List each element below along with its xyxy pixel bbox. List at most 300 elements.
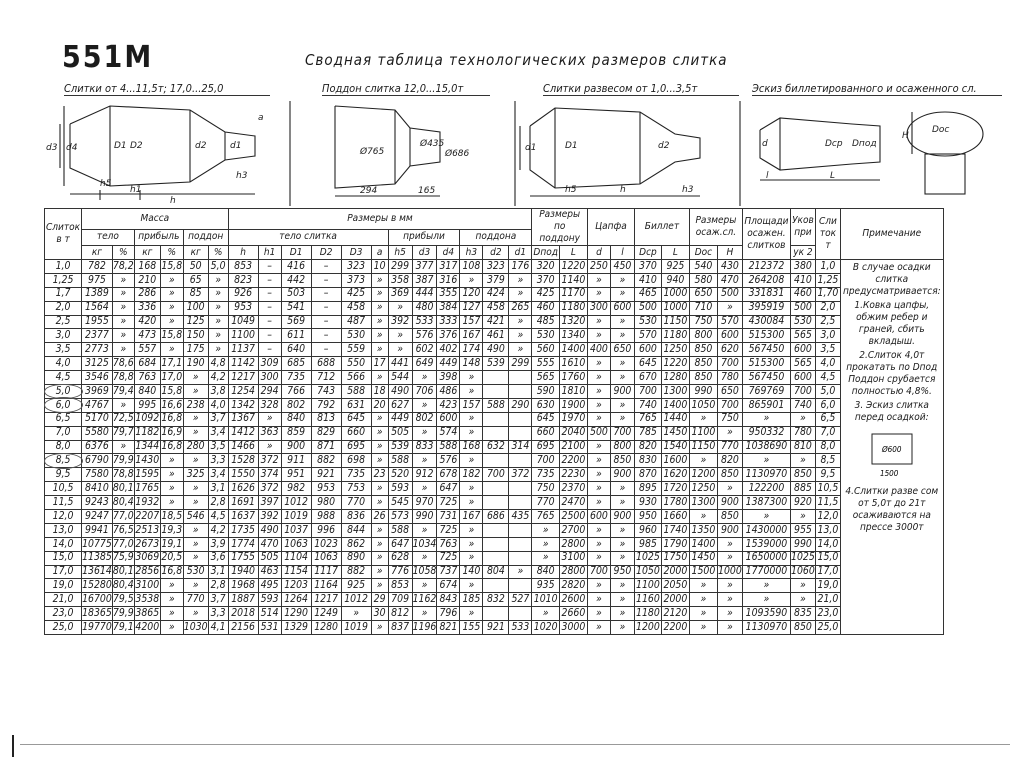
table-cell: 18 (371, 385, 388, 399)
table-cell: 647 (437, 482, 460, 496)
table-cell: » (689, 579, 717, 593)
table-row (45, 621, 944, 635)
table-cell: 1010 (533, 593, 558, 606)
table-cell: 3538 (135, 593, 160, 606)
table-cell: » (160, 343, 183, 357)
table-cell: 930 (634, 496, 661, 510)
header-slitok: Слиток в т (45, 209, 82, 260)
table-cell: 1060 (791, 565, 815, 578)
table-cell: 820 (717, 454, 742, 468)
table-cell: » (587, 371, 610, 385)
table-cell: 21,0 (815, 593, 840, 607)
table-row (45, 579, 944, 593)
table-cell: 485 (532, 315, 560, 329)
table-cell: 4,5 (45, 371, 82, 385)
table-cell: 850 (790, 468, 815, 482)
table-row (45, 412, 944, 426)
table-cell: 490 (388, 385, 412, 399)
table-cell: 1100 (636, 579, 660, 592)
table-cell: 611 (281, 329, 311, 343)
table-cell (509, 385, 532, 399)
table-cell: » (689, 593, 717, 607)
table-cell: 590 (532, 385, 560, 399)
table-cell: » (460, 371, 483, 385)
table-cell: 836 (341, 510, 371, 524)
table-row (45, 329, 944, 343)
header-a: a (371, 246, 388, 260)
header-h3: h3 (460, 246, 483, 260)
table-cell: 4,5 (815, 371, 840, 385)
table-row (45, 273, 944, 287)
table-cell: 3,5 (45, 343, 82, 357)
table-cell: » (371, 482, 388, 496)
header-d4: d4 (437, 246, 460, 260)
table-cell: » (587, 607, 610, 621)
table-cell: 19,0 (815, 579, 840, 593)
table-cell: 325 (183, 468, 208, 482)
table-cell: » (717, 579, 742, 593)
table-cell: » (610, 523, 634, 537)
table-cell: 76,5 (112, 523, 134, 536)
label-Dpod: Dпод (852, 139, 877, 149)
table-cell: 940 (661, 273, 689, 287)
table-cell: 990 (689, 385, 717, 399)
table-cell: 725 (437, 523, 460, 537)
table-cell: 850 (689, 357, 717, 371)
table-cell: 980 (311, 496, 341, 510)
table-cell: 530 (183, 565, 208, 579)
table-cell: » (371, 523, 388, 537)
table-cell: » (371, 273, 388, 287)
process-dimensions-table (44, 208, 944, 635)
table-cell: 3125 (82, 357, 113, 371)
table-cell: 21,0 (45, 593, 82, 607)
table-cell: 557 (134, 343, 160, 357)
table-cell: 920 (790, 496, 815, 510)
label-diam435: Ø435 (420, 139, 445, 149)
table-cell: » (371, 565, 388, 579)
table-cell: 766 (281, 385, 311, 399)
table-cell: » (587, 398, 610, 412)
table-cell: 470 (258, 537, 281, 551)
table-cell: » (587, 537, 610, 551)
table-cell: 800 (689, 329, 717, 343)
table-cell: » (371, 496, 388, 510)
table-cell: 802 (412, 412, 437, 426)
table-cell: 763 (134, 371, 160, 385)
table-cell: 16,9 (161, 426, 183, 439)
header-razmery: Размеры в мм (228, 209, 532, 230)
table-cell: » (509, 565, 532, 579)
table-cell: 333 (437, 315, 460, 329)
table-cell: » (587, 579, 610, 593)
label-294: 294 (360, 186, 378, 196)
table-cell: 2200 (661, 621, 689, 635)
table-cell: 770 (717, 440, 742, 454)
table-cell: 450 (610, 260, 634, 274)
header-poddon: поддон (183, 229, 228, 245)
table-cell: 631 (341, 398, 371, 412)
ingot-drawings (40, 96, 1020, 208)
table-cell: 294 (258, 385, 281, 399)
table-cell: 410 (634, 273, 661, 287)
table-cell: 19,1 (161, 537, 183, 550)
table-cell: 410 (790, 273, 815, 287)
header-pribyli: прибыли (388, 229, 460, 245)
table-cell: 1,25 (815, 273, 840, 287)
table-cell: 449 (388, 412, 412, 426)
table-cell: » (587, 440, 610, 454)
table-cell: » (460, 412, 483, 426)
table-cell: » (610, 412, 634, 426)
table-cell: 167 (460, 510, 483, 524)
table-cell: » (509, 329, 532, 343)
table-cell: » (208, 273, 228, 287)
table-cell: 1564 (82, 301, 113, 315)
table-cell: 355 (437, 287, 460, 301)
header-d: d (587, 246, 610, 260)
table-cell: 785 (634, 426, 661, 440)
table-cell: 1970 (559, 412, 587, 426)
table-cell: 442 (281, 273, 311, 287)
table-cell: 430 (717, 260, 742, 274)
table-cell (483, 385, 509, 399)
table-cell: » (460, 385, 483, 399)
table-cell: 402 (437, 343, 460, 357)
table-cell: 398 (437, 371, 460, 385)
margin-mark (12, 735, 14, 757)
label-l-billet: l (766, 171, 769, 181)
table-cell: » (610, 398, 634, 412)
table-cell: 2200 (559, 454, 587, 468)
table-cell: 1280 (661, 371, 689, 385)
table-cell: 990 (412, 510, 437, 524)
label-d2-small: d2 (658, 141, 670, 151)
table-cell: » (689, 607, 717, 621)
table-cell: » (509, 287, 532, 301)
note-n1: В случае осадки слитка предусматривается: (842, 262, 941, 297)
table-cell: 1164 (311, 579, 341, 593)
table-cell: – (258, 287, 281, 301)
table-cell: 3100 (559, 551, 587, 565)
table-cell: 1780 (661, 496, 689, 510)
sketch-length: 1500 (879, 469, 899, 478)
header-d1: d1 (509, 246, 532, 260)
ingot-outline-1 (70, 106, 255, 186)
table-cell: 78,8 (112, 370, 134, 383)
header-slitok-t: Сли ток т (815, 209, 840, 260)
table-cell: 735 (341, 468, 371, 482)
table-cell: 620 (717, 343, 742, 357)
table-cell: 19,0 (45, 579, 82, 593)
table-cell: 1387300 (742, 496, 790, 510)
table-cell: » (587, 287, 610, 301)
table-cell: 3,8 (208, 385, 228, 399)
table-cell: 174 (460, 343, 483, 357)
table-cell: 2700 (559, 523, 587, 537)
table-cell: 630 (532, 398, 560, 412)
table-cell: 4200 (135, 620, 160, 633)
table-cell: » (742, 510, 790, 524)
table-cell: » (610, 371, 634, 385)
table-cell: 541 (281, 301, 311, 315)
table-cell: 1900 (559, 398, 587, 412)
table-cell: 155 (460, 621, 483, 635)
table-cell: 890 (341, 551, 371, 565)
table-cell: 400 (587, 343, 610, 357)
table-cell: 10 (371, 260, 388, 274)
table-cell: 435 (509, 510, 532, 524)
table-row (45, 496, 944, 510)
table-cell: » (160, 468, 183, 482)
table-cell: 16,8 (161, 440, 183, 453)
table-cell: 460 (532, 301, 560, 315)
table-cell: 1887 (228, 593, 258, 607)
table-cell: » (160, 607, 183, 621)
table-cell: » (112, 329, 134, 343)
table-cell: 2370 (559, 482, 587, 496)
table-cell: 372 (258, 454, 281, 468)
table-cell: 576 (412, 329, 437, 343)
table-cell: 79,9 (112, 454, 134, 467)
table-cell: 3,4 (208, 468, 228, 482)
table-cell: 9243 (82, 496, 113, 510)
table-cell: 1034 (412, 537, 437, 550)
table-cell: 6,5 (815, 412, 840, 426)
table-cell: 425 (532, 287, 560, 301)
table-cell: 870 (634, 468, 661, 482)
table-cell: » (587, 357, 610, 371)
table-cell: 300 (587, 301, 610, 315)
table-cell: 430084 (742, 315, 790, 329)
table-cell: 527 (509, 593, 532, 607)
table-cell: 376 (437, 329, 460, 343)
header-telo: тело (82, 229, 135, 245)
table-cell: 11,5 (45, 496, 82, 510)
table-cell: 900 (610, 385, 634, 399)
table-cell: 678 (437, 468, 460, 482)
table-cell: 900 (717, 523, 742, 537)
table-cell: » (689, 510, 717, 524)
table-cell: » (412, 607, 437, 621)
table-cell: – (258, 301, 281, 315)
table-cell (483, 607, 509, 621)
table-cell: 11385 (82, 551, 112, 564)
table-cell: 7,0 (45, 426, 82, 440)
table-cell: 157 (460, 398, 483, 412)
table-cell: 645 (532, 412, 560, 426)
table-cell: 7580 (82, 468, 113, 482)
table-cell: 1154 (281, 565, 311, 579)
table-cell: 850 (610, 454, 634, 468)
table-cell: 743 (311, 385, 341, 399)
table-cell: 17,0 (161, 370, 183, 383)
table-cell: 314 (509, 440, 532, 454)
header-razmery-po-poddonu: Размеры по поддону (532, 209, 588, 246)
table-cell: 9247 (82, 510, 113, 524)
table-cell: 712 (311, 371, 341, 385)
table-cell: 140 (460, 565, 483, 579)
table-cell: 539 (483, 357, 509, 371)
table-cell: 480 (412, 301, 437, 315)
table-cell: 1,0 (815, 260, 840, 274)
table-cell: 1092 (135, 412, 160, 425)
table-cell: » (587, 593, 610, 607)
table-cell: » (371, 329, 388, 343)
table-cell: 1344 (135, 440, 160, 453)
label-d-billet: d (762, 139, 768, 149)
table-cell: 2120 (661, 607, 689, 621)
table-cell: 569 (281, 315, 311, 329)
table-cell: 600 (790, 343, 815, 357)
table-cell: 921 (311, 468, 341, 482)
table-cell: 955 (790, 523, 815, 537)
table-cell: 593 (258, 593, 281, 607)
table-cell: 29 (371, 593, 388, 607)
table-cell: 2,0 (815, 301, 840, 315)
table-cell: 588 (483, 398, 509, 412)
table-cell: » (790, 593, 815, 607)
table-cell: » (371, 440, 388, 454)
table-cell: 1038690 (742, 440, 790, 454)
table-cell: 148 (460, 357, 483, 371)
label-h5: h5 (100, 179, 112, 189)
table-cell: 3,3 (208, 607, 228, 621)
table-cell: » (460, 273, 483, 287)
table-cell (509, 537, 532, 551)
table-cell: 515300 (742, 357, 790, 371)
table-cell: 530 (790, 315, 815, 329)
table-cell: 79,7 (112, 426, 134, 439)
header-uk2: ук 2 (790, 246, 815, 260)
table-cell: » (160, 593, 183, 607)
table-cell: 157 (460, 315, 483, 329)
table-cell: 2,5 (45, 315, 82, 329)
table-cell: – (311, 287, 341, 301)
table-cell: 80,4 (112, 495, 134, 508)
table-cell: 1020 (533, 620, 558, 633)
table-cell: 588 (341, 385, 371, 399)
table-cell: 280 (183, 440, 208, 454)
table-cell: 951 (281, 468, 311, 482)
table-cell: 1049 (228, 315, 258, 329)
table-cell: 2600 (559, 593, 587, 607)
table-cell: 1400 (661, 398, 689, 412)
table-cell: 78,6 (112, 356, 134, 369)
table-cell: 833 (412, 440, 437, 454)
table-cell: 2018 (228, 607, 258, 621)
table-cell: 990 (790, 537, 815, 551)
table-cell: 8,0 (815, 440, 840, 454)
table-cell: 1249 (311, 607, 341, 621)
table-cell: 1350 (689, 523, 717, 537)
table-cell: 840 (281, 412, 311, 426)
table-cell: 2800 (559, 537, 587, 551)
table-cell: 370 (532, 273, 560, 287)
header-billet: Биллет (634, 209, 689, 246)
table-cell: 1440 (661, 412, 689, 426)
label-L-billet: L (830, 171, 836, 181)
table-cell: 770 (183, 593, 208, 607)
table-cell: 9941 (82, 523, 113, 537)
table-cell: 17,1 (161, 356, 183, 369)
table-cell: 1250 (689, 482, 717, 496)
table-cell: 1250 (661, 343, 689, 357)
table-cell: » (371, 621, 388, 635)
table-cell: 900 (281, 440, 311, 454)
label-d2: d2 (195, 141, 207, 151)
table-cell: 1019 (341, 621, 371, 635)
table-cell: » (183, 523, 208, 537)
table-cell: 1450 (689, 551, 717, 565)
table-cell: » (208, 301, 228, 315)
table-cell: 30 (371, 607, 388, 621)
table-cell: 1130970 (742, 468, 790, 482)
table-cell: 323 (341, 260, 371, 274)
table-cell: 1340 (559, 329, 587, 343)
document-code: 551М (62, 40, 154, 75)
table-cell: 900 (610, 510, 634, 524)
table-cell: » (532, 607, 560, 621)
table-cell: 465 (634, 287, 661, 301)
table-cell: 10775 (82, 537, 112, 550)
label-h1: h1 (130, 185, 142, 195)
header-kg: кг (183, 246, 208, 260)
table-cell: 700 (610, 426, 634, 440)
table-cell: » (610, 621, 634, 635)
table-cell: 832 (483, 593, 509, 607)
table-cell: 323 (483, 260, 509, 274)
label-D2: D2 (130, 141, 143, 151)
table-cell (483, 579, 509, 593)
table-cell (509, 523, 532, 537)
table-cell: 80,1 (112, 565, 134, 578)
table-cell: 688 (311, 357, 341, 371)
table-cell: » (208, 329, 228, 343)
table-cell: » (460, 523, 483, 537)
table-cell: 970 (412, 496, 437, 510)
table-row (45, 287, 944, 301)
table-cell: 2156 (228, 621, 258, 635)
table-cell: 853 (228, 260, 258, 274)
table-cell: » (587, 385, 610, 399)
table-row (45, 301, 944, 315)
table-cell: 1955 (82, 315, 113, 329)
table-cell: 299 (509, 357, 532, 371)
table-cell: 735 (532, 468, 560, 482)
header-h1: h1 (258, 246, 281, 260)
table-cell: » (610, 551, 634, 565)
table-cell: 567450 (742, 343, 790, 357)
header-H: H (717, 246, 742, 260)
table-cell: 804 (483, 565, 509, 579)
table-cell: 985 (634, 537, 661, 551)
table-cell: 1150 (661, 315, 689, 329)
table-cell: 500 (587, 426, 610, 440)
table-cell: 600 (610, 301, 634, 315)
table-cell (483, 371, 509, 385)
table-cell: 8,5 (45, 454, 82, 468)
table-cell: 6,5 (45, 412, 82, 426)
table-cell: 600 (634, 343, 661, 357)
table-cell: 250 (587, 260, 610, 274)
table-cell: 5,0 (815, 385, 840, 399)
table-cell: 830 (634, 454, 661, 468)
table-cell: 317 (437, 260, 460, 274)
table-cell: 1000 (718, 565, 742, 578)
table-cell: – (311, 343, 341, 357)
table-cell: 379 (483, 273, 509, 287)
